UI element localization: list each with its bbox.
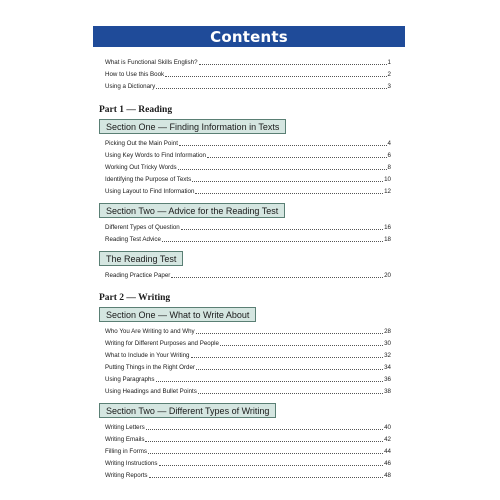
toc-leader-dots	[199, 64, 387, 65]
section-heading-label: Section Two — Advice for the Reading Test	[106, 205, 279, 216]
toc-entry-label: Who You Are Writing to and Why	[105, 328, 195, 335]
toc-entry-page: 1	[387, 59, 391, 66]
toc-entry-label: Working Out Tricky Words	[105, 164, 177, 171]
toc-entry[interactable]	[105, 81, 391, 91]
toc-entry-label: Writing Reports	[105, 472, 148, 479]
toc-entry-page: 18	[384, 236, 391, 243]
toc-entry-label: Filling in Forms	[105, 448, 147, 455]
section-heading-label: Section Two — Different Types of Writing	[106, 405, 270, 416]
toc-entry[interactable]	[105, 69, 391, 79]
toc-entry-page: 2	[387, 71, 391, 78]
toc-entry-page: 48	[384, 472, 391, 479]
toc-entry-label: What is Functional Skills English?	[105, 59, 198, 66]
toc-entry-page: 16	[384, 224, 391, 231]
toc-leader-dots	[198, 393, 383, 394]
toc-leader-dots	[146, 429, 383, 430]
toc-entry-label: Writing Emails	[105, 436, 145, 443]
toc-entry[interactable]	[105, 362, 391, 372]
toc-leader-dots	[192, 181, 383, 182]
toc-entry-label: What to Include in Your Writing	[105, 352, 190, 359]
toc-entry-page: 34	[384, 364, 391, 371]
toc-leader-dots	[196, 369, 383, 370]
toc-leader-dots	[207, 157, 387, 158]
toc-entry[interactable]	[105, 234, 391, 244]
toc-entry[interactable]	[105, 57, 391, 67]
toc-entry-page: 30	[384, 340, 391, 347]
toc-entry-page: 12	[384, 188, 391, 195]
toc-entry-page: 36	[384, 376, 391, 383]
toc-leader-dots	[196, 333, 383, 334]
section-heading	[99, 203, 285, 218]
toc-entry-page: 28	[384, 328, 391, 335]
toc-entry-page: 20	[384, 272, 391, 279]
toc-leader-dots	[191, 357, 384, 358]
toc-leader-dots	[220, 345, 383, 346]
toc-entry-page: 8	[387, 164, 391, 171]
toc-leader-dots	[159, 465, 384, 466]
toc-entry-page: 10	[384, 176, 391, 183]
toc-leader-dots	[178, 169, 387, 170]
toc-leader-dots	[195, 193, 383, 194]
toc-leader-dots	[149, 477, 384, 478]
toc-entry[interactable]	[105, 470, 391, 480]
toc-entry-page: 3	[387, 83, 391, 90]
toc-entry-page: 40	[384, 424, 391, 431]
toc-leader-dots	[181, 229, 383, 230]
toc-leader-dots	[162, 241, 383, 242]
toc-entry[interactable]	[105, 386, 391, 396]
toc-entry[interactable]	[105, 338, 391, 348]
toc-leader-dots	[165, 76, 386, 77]
toc-entry[interactable]	[105, 270, 391, 280]
toc-entry[interactable]	[105, 434, 391, 444]
toc-leader-dots	[171, 277, 383, 278]
toc-entry[interactable]	[105, 174, 391, 184]
toc-entry-page: 46	[384, 460, 391, 467]
toc-entry-label: Writing Instructions	[105, 460, 158, 467]
part-1-title: Part 1 — Reading	[99, 105, 173, 115]
toc-entry-label: Using Key Words to Find Information	[105, 152, 206, 159]
part-2-title: Part 2 — Writing	[99, 293, 171, 303]
section-heading	[99, 403, 276, 418]
section-heading	[99, 251, 183, 266]
toc-entry[interactable]	[105, 150, 391, 160]
toc-entry-page: 6	[387, 152, 391, 159]
toc-entry[interactable]	[105, 422, 391, 432]
toc-leader-dots	[156, 88, 386, 89]
toc-leader-dots	[179, 145, 387, 146]
toc-entry[interactable]	[105, 350, 391, 360]
toc-leader-dots	[145, 441, 383, 442]
toc-entry-label: Picking Out the Main Point	[105, 140, 178, 147]
toc-entry-label: Using a Dictionary	[105, 83, 156, 90]
section-heading	[99, 119, 286, 134]
toc-entry-page: 38	[384, 388, 391, 395]
toc-entry-label: Using Layout to Find Information	[105, 188, 195, 195]
toc-entry-page: 4	[387, 140, 391, 147]
toc-entry-label: Reading Test Advice	[105, 236, 161, 243]
toc-entry[interactable]	[105, 458, 391, 468]
toc-entry-page: 42	[384, 436, 391, 443]
section-heading-label: The Reading Test	[106, 253, 177, 264]
section-heading-label: Section One — What to Write About	[106, 309, 250, 320]
toc-entry-page: 32	[384, 352, 391, 359]
toc-entry[interactable]	[105, 326, 391, 336]
section-heading-label: Section One — Finding Information in Texts	[106, 121, 280, 132]
toc-entry-label: Reading Practice Paper	[105, 272, 171, 279]
toc-entry-label: Using Headings and Bullet Points	[105, 388, 197, 395]
toc-entry[interactable]	[105, 374, 391, 384]
toc-entry[interactable]	[105, 222, 391, 232]
contents-title: Contents	[210, 27, 288, 46]
toc-entry[interactable]	[105, 446, 391, 456]
toc-entry[interactable]	[105, 186, 391, 196]
toc-entry-label: Identifying the Purpose of Texts	[105, 176, 192, 183]
contents-header	[93, 26, 405, 47]
toc-leader-dots	[156, 381, 384, 382]
toc-entry-label: Different Types of Question	[105, 224, 180, 231]
toc-entry-page: 44	[384, 448, 391, 455]
toc-entry-label: Writing for Different Purposes and People	[105, 340, 219, 347]
toc-entry[interactable]	[105, 162, 391, 172]
section-heading	[99, 307, 256, 322]
toc-entry[interactable]	[105, 138, 391, 148]
toc-leader-dots	[148, 453, 383, 454]
toc-entry-label: Using Paragraphs	[105, 376, 155, 383]
toc-entry-label: Writing Letters	[105, 424, 145, 431]
toc-entry-label: How to Use this Book	[105, 71, 165, 78]
toc-entry-label: Putting Things in the Right Order	[105, 364, 195, 371]
